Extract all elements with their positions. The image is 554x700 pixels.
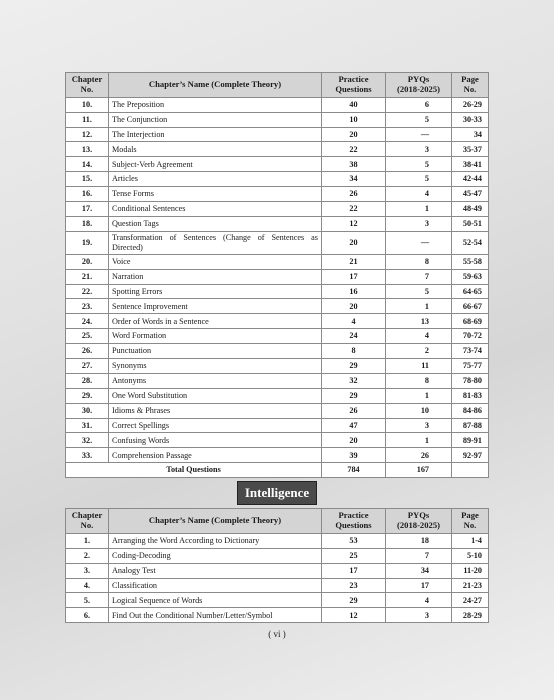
- chapter-name: Logical Sequence of Words: [109, 593, 322, 608]
- chapter-name: Correct Spellings: [109, 418, 322, 433]
- table-row: [66, 201, 489, 216]
- page-range: 50-51: [452, 216, 489, 231]
- chapter-number: 10.: [66, 97, 109, 112]
- intelligence-contents-table: [65, 508, 489, 623]
- pyqs-count: 5: [386, 157, 452, 172]
- english-table-body: [66, 97, 489, 462]
- practice-count: 20: [322, 433, 386, 448]
- page-range: 21-23: [452, 578, 489, 593]
- page-range: 42-44: [452, 172, 489, 187]
- practice-count: 47: [322, 418, 386, 433]
- chapter-number: 16.: [66, 187, 109, 202]
- chapter-name: Order of Words in a Sentence: [109, 314, 322, 329]
- practice-count: 20: [322, 299, 386, 314]
- chapter-name: Articles: [109, 172, 322, 187]
- page-range: 81-83: [452, 388, 489, 403]
- practice-count: 4: [322, 314, 386, 329]
- header-chapter-name: Chapter’s Name (Complete Theory): [109, 509, 322, 534]
- page-number-footer: ( vi ): [268, 629, 286, 639]
- chapter-number: 18.: [66, 216, 109, 231]
- practice-count: 34: [322, 172, 386, 187]
- pyqs-count: 11: [386, 359, 452, 374]
- table-row: [66, 216, 489, 231]
- chapter-number: 24.: [66, 314, 109, 329]
- chapter-number: 23.: [66, 299, 109, 314]
- practice-count: 32: [322, 373, 386, 388]
- chapter-name: Analogy Test: [109, 563, 322, 578]
- page-range: 1-4: [452, 533, 489, 548]
- table-header-row: [66, 73, 489, 98]
- pyqs-count: 7: [386, 548, 452, 563]
- table-row: [66, 388, 489, 403]
- page-range: 55-58: [452, 254, 489, 269]
- total-page-empty: [452, 463, 489, 478]
- page-range: 68-69: [452, 314, 489, 329]
- chapter-name: Comprehension Passage: [109, 448, 322, 463]
- practice-count: 29: [322, 359, 386, 374]
- pyqs-count: 3: [386, 608, 452, 623]
- page-range: 52-54: [452, 231, 489, 254]
- page-range: 78-80: [452, 373, 489, 388]
- table-row: [66, 344, 489, 359]
- pyqs-count: 1: [386, 299, 452, 314]
- pyqs-count: 4: [386, 329, 452, 344]
- pyqs-count: 4: [386, 187, 452, 202]
- page-range: 64-65: [452, 284, 489, 299]
- table-row: [66, 608, 489, 623]
- page-range: 34: [452, 127, 489, 142]
- page-range: 5-10: [452, 548, 489, 563]
- chapter-name: The Preposition: [109, 97, 322, 112]
- header-practice-questions: Practice Questions: [322, 509, 386, 534]
- page-range: 84-86: [452, 403, 489, 418]
- page-range: 28-29: [452, 608, 489, 623]
- page-range: 87-88: [452, 418, 489, 433]
- chapter-number: 28.: [66, 373, 109, 388]
- header-practice-questions: Practice Questions: [322, 73, 386, 98]
- practice-count: 17: [322, 563, 386, 578]
- practice-count: 23: [322, 578, 386, 593]
- pyqs-count: 5: [386, 112, 452, 127]
- chapter-name: Voice: [109, 254, 322, 269]
- pyqs-count: 3: [386, 216, 452, 231]
- chapter-number: 32.: [66, 433, 109, 448]
- practice-count: 24: [322, 329, 386, 344]
- chapter-name: Arranging the Word According to Dictionary: [109, 533, 322, 548]
- table-row: [66, 373, 489, 388]
- pyqs-count: 5: [386, 284, 452, 299]
- page-range: 59-63: [452, 269, 489, 284]
- chapter-number: 15.: [66, 172, 109, 187]
- page-range: 38-41: [452, 157, 489, 172]
- header-chapter-name: Chapter’s Name (Complete Theory): [109, 73, 322, 98]
- table-row: [66, 314, 489, 329]
- practice-count: 12: [322, 216, 386, 231]
- practice-count: 40: [322, 97, 386, 112]
- chapter-name: Subject-Verb Agreement: [109, 157, 322, 172]
- chapter-name: Punctuation: [109, 344, 322, 359]
- practice-count: 29: [322, 388, 386, 403]
- table-row: [66, 127, 489, 142]
- page-range: 73-74: [452, 344, 489, 359]
- pyqs-count: —: [386, 231, 452, 254]
- section-heading-intelligence: Intelligence: [237, 481, 317, 505]
- chapter-number: 2.: [66, 548, 109, 563]
- chapter-number: 14.: [66, 157, 109, 172]
- pyqs-count: 26: [386, 448, 452, 463]
- chapter-name: Spotting Errors: [109, 284, 322, 299]
- pyqs-count: 8: [386, 373, 452, 388]
- practice-count: 10: [322, 112, 386, 127]
- pyqs-count: 13: [386, 314, 452, 329]
- pyqs-count: 7: [386, 269, 452, 284]
- total-questions-row: [66, 463, 489, 478]
- page-range: 24-27: [452, 593, 489, 608]
- table-row: [66, 269, 489, 284]
- table-row: [66, 329, 489, 344]
- pyqs-count: 6: [386, 97, 452, 112]
- chapter-name: Idioms & Phrases: [109, 403, 322, 418]
- total-pyqs: 167: [386, 463, 452, 478]
- page-range: 92-97: [452, 448, 489, 463]
- practice-count: 16: [322, 284, 386, 299]
- header-chapter-no: Chapter No.: [66, 509, 109, 534]
- table-row: [66, 97, 489, 112]
- chapter-number: 21.: [66, 269, 109, 284]
- practice-count: 29: [322, 593, 386, 608]
- chapter-number: 3.: [66, 563, 109, 578]
- pyqs-count: 1: [386, 388, 452, 403]
- page-range: 11-20: [452, 563, 489, 578]
- practice-count: 53: [322, 533, 386, 548]
- pyqs-count: 18: [386, 533, 452, 548]
- chapter-number: 5.: [66, 593, 109, 608]
- table-row: [66, 548, 489, 563]
- header-pyqs: PYQs (2018-2025): [386, 509, 452, 534]
- pyqs-count: 1: [386, 201, 452, 216]
- total-label: Total Questions: [66, 463, 322, 478]
- practice-count: 20: [322, 127, 386, 142]
- chapter-number: 26.: [66, 344, 109, 359]
- table-row: [66, 563, 489, 578]
- pyqs-count: 34: [386, 563, 452, 578]
- chapter-name: Modals: [109, 142, 322, 157]
- table-row: [66, 433, 489, 448]
- pyqs-count: —: [386, 127, 452, 142]
- table-row: [66, 418, 489, 433]
- chapter-name: Tense Forms: [109, 187, 322, 202]
- practice-count: 8: [322, 344, 386, 359]
- chapter-number: 22.: [66, 284, 109, 299]
- chapter-number: 12.: [66, 127, 109, 142]
- chapter-name: Confusing Words: [109, 433, 322, 448]
- chapter-number: 6.: [66, 608, 109, 623]
- chapter-number: 17.: [66, 201, 109, 216]
- chapter-number: 4.: [66, 578, 109, 593]
- practice-count: 20: [322, 231, 386, 254]
- chapter-name: The Conjunction: [109, 112, 322, 127]
- table-row: [66, 284, 489, 299]
- table-row: [66, 112, 489, 127]
- contents-page: [65, 72, 489, 623]
- chapter-number: 33.: [66, 448, 109, 463]
- page-range: 48-49: [452, 201, 489, 216]
- chapter-number: 1.: [66, 533, 109, 548]
- total-practice: 784: [322, 463, 386, 478]
- chapter-number: 13.: [66, 142, 109, 157]
- table-row: [66, 299, 489, 314]
- header-page-no: Page No.: [452, 509, 489, 534]
- intelligence-table-body: [66, 533, 489, 622]
- pyqs-count: 8: [386, 254, 452, 269]
- practice-count: 25: [322, 548, 386, 563]
- chapter-name: Find Out the Conditional Number/Letter/Symbol: [109, 608, 322, 623]
- pyqs-count: 4: [386, 593, 452, 608]
- pyqs-count: 5: [386, 172, 452, 187]
- chapter-name: One Word Substitution: [109, 388, 322, 403]
- table-row: [66, 231, 489, 254]
- table-row: [66, 448, 489, 463]
- header-pyqs: PYQs (2018-2025): [386, 73, 452, 98]
- chapter-name: Word Formation: [109, 329, 322, 344]
- header-page-no: Page No.: [452, 73, 489, 98]
- chapter-number: 19.: [66, 231, 109, 254]
- table-header-row: [66, 509, 489, 534]
- chapter-number: 25.: [66, 329, 109, 344]
- chapter-name: Sentence Improvement: [109, 299, 322, 314]
- page-range: 75-77: [452, 359, 489, 374]
- chapter-name: Antonyms: [109, 373, 322, 388]
- table-row: [66, 254, 489, 269]
- page-range: 70-72: [452, 329, 489, 344]
- chapter-name: Narration: [109, 269, 322, 284]
- practice-count: 22: [322, 142, 386, 157]
- chapter-name: Synonyms: [109, 359, 322, 374]
- page-range: 30-33: [452, 112, 489, 127]
- chapter-number: 11.: [66, 112, 109, 127]
- practice-count: 39: [322, 448, 386, 463]
- practice-count: 38: [322, 157, 386, 172]
- chapter-name: Question Tags: [109, 216, 322, 231]
- pyqs-count: 17: [386, 578, 452, 593]
- pyqs-count: 2: [386, 344, 452, 359]
- pyqs-count: 3: [386, 418, 452, 433]
- page-range: 35-37: [452, 142, 489, 157]
- table-row: [66, 593, 489, 608]
- chapter-name: Coding-Decoding: [109, 548, 322, 563]
- page-range: 45-47: [452, 187, 489, 202]
- chapter-name: The Interjection: [109, 127, 322, 142]
- practice-count: 22: [322, 201, 386, 216]
- english-contents-table: [65, 72, 489, 478]
- chapter-number: 27.: [66, 359, 109, 374]
- practice-count: 21: [322, 254, 386, 269]
- chapter-number: 31.: [66, 418, 109, 433]
- page-range: 66-67: [452, 299, 489, 314]
- chapter-number: 29.: [66, 388, 109, 403]
- practice-count: 12: [322, 608, 386, 623]
- table-row: [66, 142, 489, 157]
- practice-count: 26: [322, 187, 386, 202]
- header-chapter-no: Chapter No.: [66, 73, 109, 98]
- table-row: [66, 157, 489, 172]
- page-range: 89-91: [452, 433, 489, 448]
- pyqs-count: 10: [386, 403, 452, 418]
- pyqs-count: 1: [386, 433, 452, 448]
- table-row: [66, 578, 489, 593]
- table-row: [66, 187, 489, 202]
- practice-count: 17: [322, 269, 386, 284]
- table-row: [66, 359, 489, 374]
- chapter-number: 20.: [66, 254, 109, 269]
- practice-count: 26: [322, 403, 386, 418]
- table-row: [66, 533, 489, 548]
- section-heading-band: [65, 478, 489, 508]
- table-row: [66, 403, 489, 418]
- chapter-name: Conditional Sentences: [109, 201, 322, 216]
- page-range: 26-29: [452, 97, 489, 112]
- chapter-number: 30.: [66, 403, 109, 418]
- chapter-name: Classification: [109, 578, 322, 593]
- chapter-name: Transformation of Sentences (Change of Sentences as Directed): [109, 231, 322, 254]
- pyqs-count: 3: [386, 142, 452, 157]
- table-row: [66, 172, 489, 187]
